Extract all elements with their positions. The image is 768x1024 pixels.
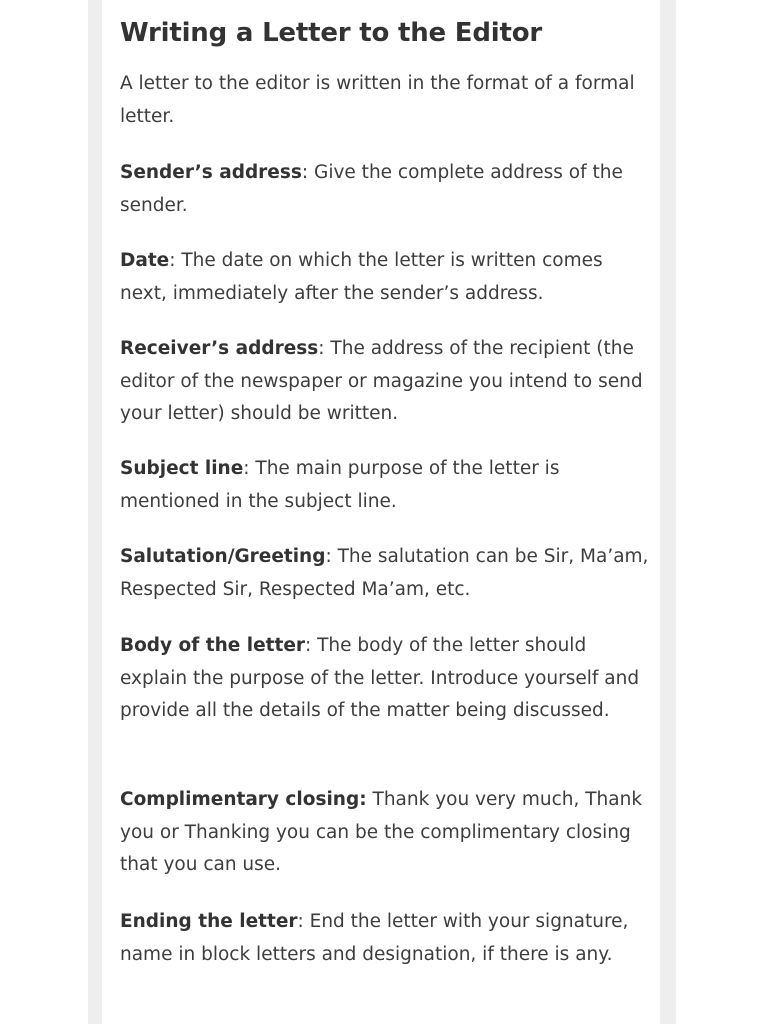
section-body-of-letter [120,630,650,728]
page-title: Writing a Letter to the Editor [120,18,542,48]
section-term: Receiver’s address [120,338,319,359]
section-term: Date [120,250,170,271]
section-term: Sender’s address [120,162,302,183]
section-term: Complimentary closing: [120,789,367,810]
section-complimentary-closing [120,784,650,882]
section-separator: : [169,250,182,271]
section-text: Give the complete address of the sender. [120,162,623,216]
section-text: End the letter with your signature, name in block letters and designation, if there is any. [120,911,629,965]
section-term: Ending the letter [120,911,298,932]
section-term: Subject line [120,458,244,479]
section-separator: : [325,546,338,567]
section-text: Thank you very much, Thank you or Thanking you can be the complimentary closing that you can use. [120,789,643,875]
intro-paragraph: A letter to the editor is written in the format of a formal letter. [120,73,635,127]
section-text: The salutation can be Sir, Ma’am, Respected Sir, Respected Ma’am, etc. [120,546,649,600]
section-separator: : [297,911,310,932]
section-separator: : [301,162,314,183]
section-term: Body of the letter [120,635,305,656]
right-margin-rail [660,0,676,1024]
section-ending-the-letter [120,906,650,971]
section-receivers-address [120,333,650,431]
section-separator: : [305,635,318,656]
article-content [102,0,660,1024]
section-text: The main purpose of the letter is mentioned in the subject line. [120,458,560,512]
section-date [120,245,650,310]
section-subject-line [120,453,650,518]
left-margin-rail [88,0,102,1024]
section-term: Salutation/Greeting [120,546,326,567]
section-senders-address [120,157,650,222]
section-separator: : [243,458,256,479]
section-salutation [120,541,650,606]
section-text: The body of the letter should explain the purpose of the letter. Introduce yourself and provide all the details of the matter being discussed. [120,635,640,721]
section-text: The date on which the letter is written comes next, immediately after the sender’s address. [120,250,603,304]
section-separator: : [318,338,331,359]
section-text: The address of the recipient (the editor of the newspaper or magazine you intend to send your letter) should be written. [120,338,643,424]
